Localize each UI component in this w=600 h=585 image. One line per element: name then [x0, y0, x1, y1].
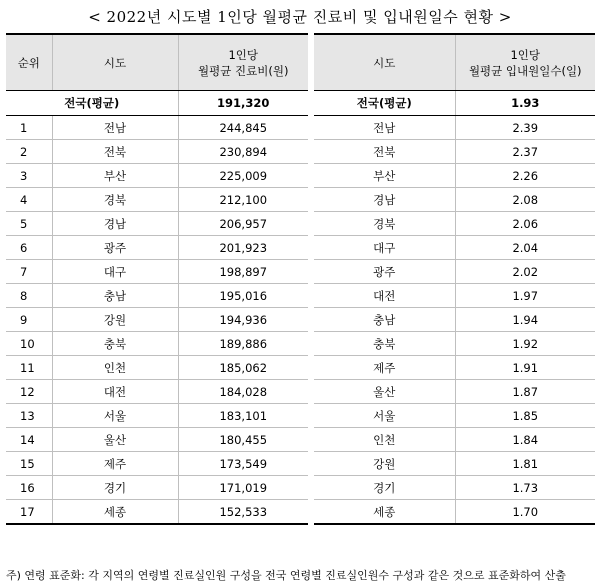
- rank-cell: 3: [6, 164, 52, 188]
- national-average-row: [6, 91, 595, 116]
- days-cell: 2.26: [455, 164, 595, 188]
- rank-cell: 1: [6, 116, 52, 140]
- table-row: [6, 404, 595, 428]
- cost-cell: 183,101: [178, 404, 308, 428]
- rank-cell: 15: [6, 452, 52, 476]
- header-days: [455, 34, 595, 91]
- table-row: [6, 452, 595, 476]
- rank-cell: 14: [6, 428, 52, 452]
- header-days-line1: 1인당: [510, 47, 541, 62]
- days-cell: 1.87: [455, 380, 595, 404]
- cost-cell: 180,455: [178, 428, 308, 452]
- national-label-days: 전국(평균): [314, 91, 455, 116]
- table-row: [6, 188, 595, 212]
- table-row: [6, 284, 595, 308]
- days-cell: 2.39: [455, 116, 595, 140]
- region-cost-cell: 인천: [52, 356, 178, 380]
- rank-cell: 16: [6, 476, 52, 500]
- rank-cell: 5: [6, 212, 52, 236]
- table-row: [6, 260, 595, 284]
- header-cost: [178, 34, 308, 91]
- region-cost-cell: 충남: [52, 284, 178, 308]
- region-days-cell: 충북: [314, 332, 455, 356]
- cost-cell: 212,100: [178, 188, 308, 212]
- rank-cell: 11: [6, 356, 52, 380]
- region-days-cell: 강원: [314, 452, 455, 476]
- days-cell: 1.92: [455, 332, 595, 356]
- days-cell: 1.94: [455, 308, 595, 332]
- region-days-cell: 경기: [314, 476, 455, 500]
- statistics-table: [6, 33, 595, 525]
- region-cost-cell: 울산: [52, 428, 178, 452]
- header-cost-line1: 1인당: [228, 47, 259, 62]
- rank-cell: 2: [6, 140, 52, 164]
- days-cell: 1.97: [455, 284, 595, 308]
- region-days-cell: 광주: [314, 260, 455, 284]
- rank-cell: 4: [6, 188, 52, 212]
- days-cell: 1.73: [455, 476, 595, 500]
- region-days-cell: 대구: [314, 236, 455, 260]
- header-cost-line2: 월평균 진료비(원): [198, 63, 289, 78]
- table-row: [6, 212, 595, 236]
- region-days-cell: 서울: [314, 404, 455, 428]
- days-cell: 1.84: [455, 428, 595, 452]
- rank-cell: 13: [6, 404, 52, 428]
- region-days-cell: 충남: [314, 308, 455, 332]
- cost-cell: 198,897: [178, 260, 308, 284]
- region-days-cell: 제주: [314, 356, 455, 380]
- header-region-cost: 시도: [52, 34, 178, 91]
- cost-cell: 230,894: [178, 140, 308, 164]
- days-cell: 1.85: [455, 404, 595, 428]
- rank-cell: 10: [6, 332, 52, 356]
- cost-cell: 185,062: [178, 356, 308, 380]
- rank-cell: 9: [6, 308, 52, 332]
- region-cost-cell: 서울: [52, 404, 178, 428]
- page-title: < 2022년 시도별 1인당 월평균 진료비 및 입내원일수 현황 >: [88, 8, 512, 26]
- days-cell: 2.08: [455, 188, 595, 212]
- region-cost-cell: 광주: [52, 236, 178, 260]
- region-days-cell: 전남: [314, 116, 455, 140]
- region-days-cell: 대전: [314, 284, 455, 308]
- region-cost-cell: 경북: [52, 188, 178, 212]
- days-cell: 2.37: [455, 140, 595, 164]
- region-days-cell: 경북: [314, 212, 455, 236]
- region-cost-cell: 충북: [52, 332, 178, 356]
- days-cell: 1.70: [455, 500, 595, 525]
- table-row: [6, 428, 595, 452]
- national-days: 1.93: [455, 91, 595, 116]
- rank-cell: 6: [6, 236, 52, 260]
- days-cell: 1.91: [455, 356, 595, 380]
- header-region-days: 시도: [314, 34, 455, 91]
- region-cost-cell: 부산: [52, 164, 178, 188]
- national-cost: 191,320: [178, 91, 308, 116]
- days-cell: 2.06: [455, 212, 595, 236]
- cost-cell: 206,957: [178, 212, 308, 236]
- table-header-row: [6, 34, 595, 91]
- cost-cell: 152,533: [178, 500, 308, 525]
- cost-cell: 194,936: [178, 308, 308, 332]
- region-cost-cell: 경남: [52, 212, 178, 236]
- days-cell: 1.81: [455, 452, 595, 476]
- region-days-cell: 울산: [314, 380, 455, 404]
- days-cell: 2.02: [455, 260, 595, 284]
- region-days-cell: 부산: [314, 164, 455, 188]
- region-cost-cell: 강원: [52, 308, 178, 332]
- region-days-cell: 인천: [314, 428, 455, 452]
- cost-cell: 244,845: [178, 116, 308, 140]
- footnote: 주) 연령 표준화: 각 지역의 연령별 진료실인원 구성을 전국 연령별 진료실인원수 구성과 같은 것으로 표준화하여 산출: [6, 569, 566, 582]
- table-row: [6, 332, 595, 356]
- region-cost-cell: 대전: [52, 380, 178, 404]
- region-cost-cell: 전북: [52, 140, 178, 164]
- region-cost-cell: 대구: [52, 260, 178, 284]
- cost-cell: 184,028: [178, 380, 308, 404]
- region-days-cell: 전북: [314, 140, 455, 164]
- days-cell: 2.04: [455, 236, 595, 260]
- region-cost-cell: 전남: [52, 116, 178, 140]
- cost-cell: 201,923: [178, 236, 308, 260]
- rank-cell: 7: [6, 260, 52, 284]
- table-row: [6, 356, 595, 380]
- rank-cell: 8: [6, 284, 52, 308]
- rank-cell: 17: [6, 500, 52, 525]
- table-row: [6, 140, 595, 164]
- cost-cell: 195,016: [178, 284, 308, 308]
- region-days-cell: 세종: [314, 500, 455, 525]
- region-cost-cell: 제주: [52, 452, 178, 476]
- table-row: [6, 116, 595, 140]
- region-cost-cell: 세종: [52, 500, 178, 525]
- region-cost-cell: 경기: [52, 476, 178, 500]
- table-row: [6, 236, 595, 260]
- table-row: [6, 308, 595, 332]
- cost-cell: 171,019: [178, 476, 308, 500]
- header-rank: 순위: [6, 34, 52, 91]
- table-row: [6, 164, 595, 188]
- cost-cell: 189,886: [178, 332, 308, 356]
- cost-cell: 173,549: [178, 452, 308, 476]
- header-days-line2: 월평균 입내원일수(일): [468, 63, 582, 78]
- national-label-cost: 전국(평균): [6, 91, 178, 116]
- region-days-cell: 경남: [314, 188, 455, 212]
- cost-cell: 225,009: [178, 164, 308, 188]
- table-row: [6, 500, 595, 525]
- table-row: [6, 380, 595, 404]
- table-row: [6, 476, 595, 500]
- rank-cell: 12: [6, 380, 52, 404]
